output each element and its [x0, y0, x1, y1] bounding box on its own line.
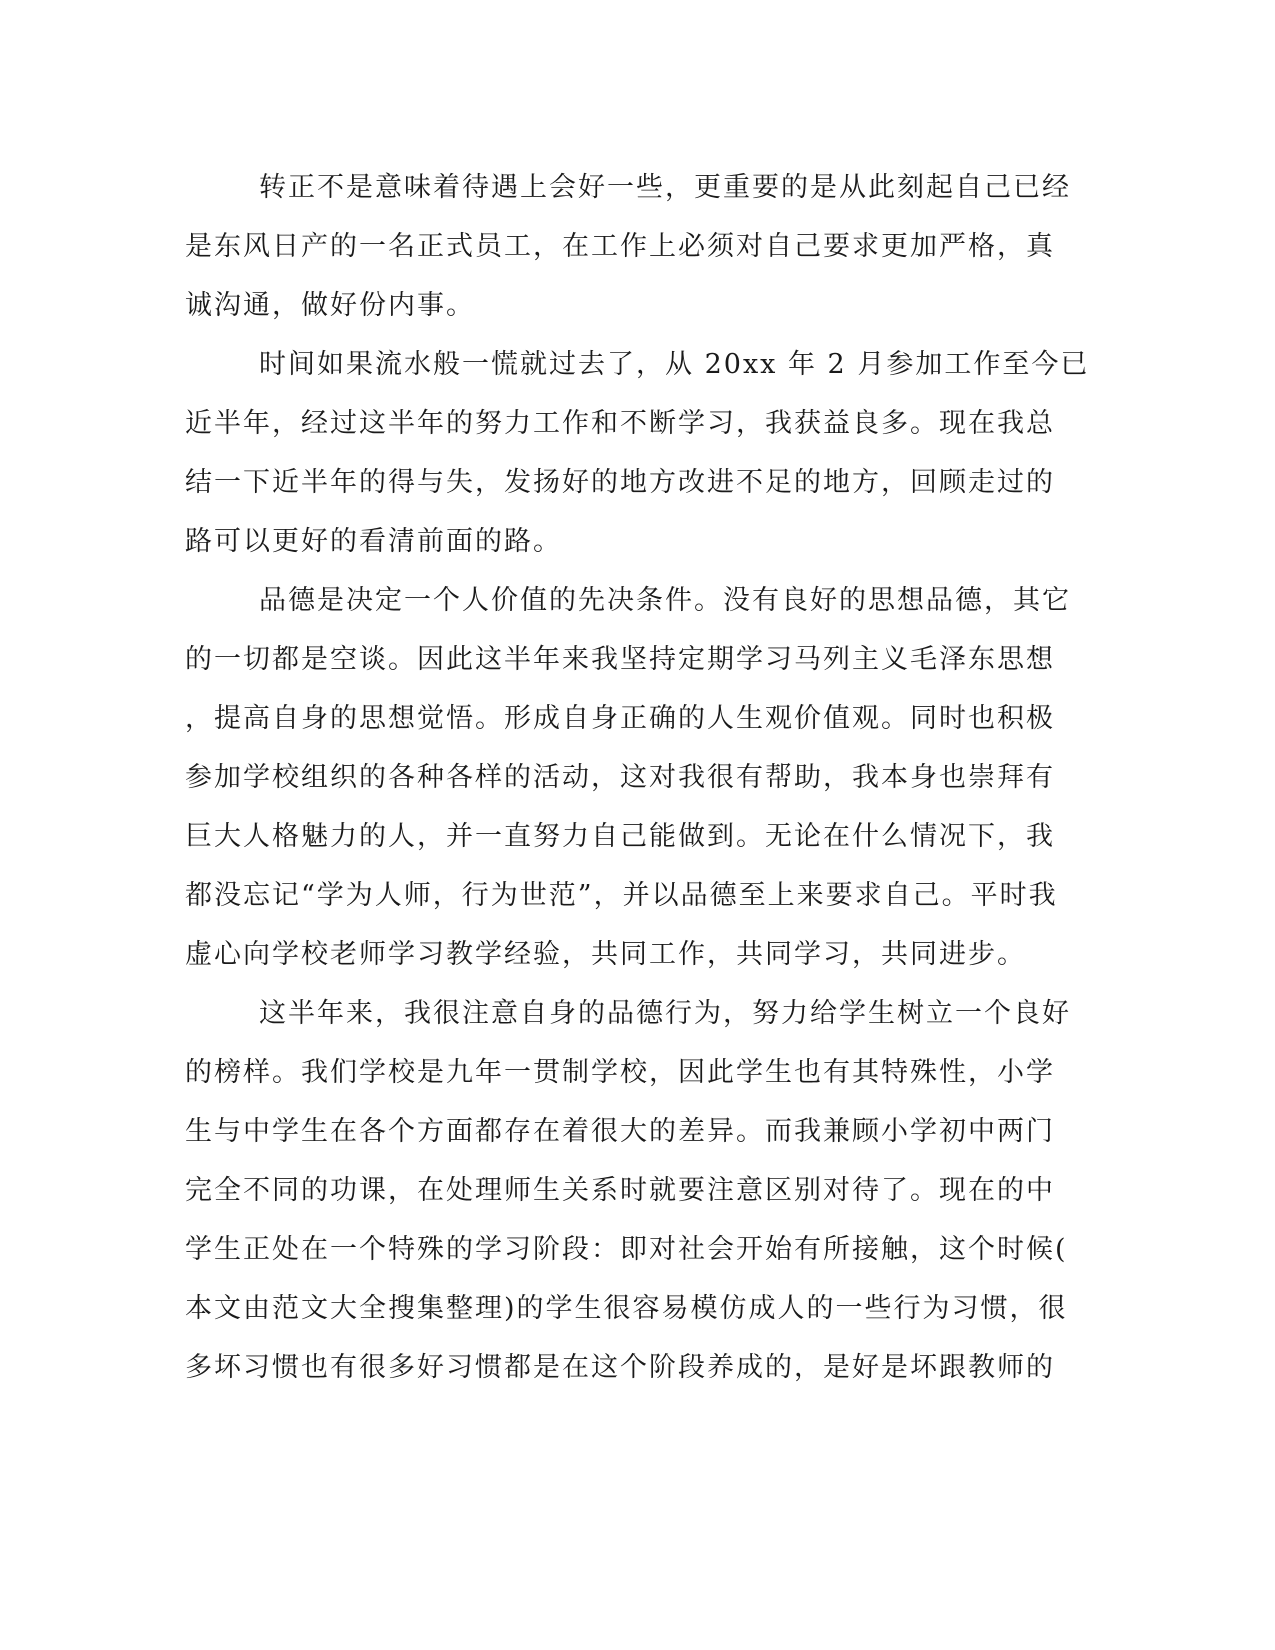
paragraph-4-line-5: 学生正处在一个特殊的学习阶段：即对社会开始有所接触，这个时候( [185, 1234, 1068, 1265]
paragraph-3-line-2: 的一切都是空谈。因此这半年来我坚持定期学习马列主义毛泽东思想 [185, 644, 1055, 675]
body-text [185, 158, 1090, 1397]
paragraph-4-line-7: 多坏习惯也有很多好习惯都是在这个阶段养成的，是好是坏跟教师的 [185, 1352, 1055, 1383]
paragraph-4-line-4: 完全不同的功课，在处理师生关系时就要注意区别对待了。现在的中 [185, 1175, 1055, 1206]
paragraph-3-line-6: 都没忘记“学为人师，行为世范”，并以品德至上来要求自己。平时我 [185, 880, 1058, 911]
paragraph-2-line-3: 结一下近半年的得与失，发扬好的地方改进不足的地方，回顾走过的 [185, 467, 1055, 498]
paragraph-2-line-2: 近半年，经过这半年的努力工作和不断学习，我获益良多。现在我总 [185, 408, 1055, 439]
paragraph-4-line-2: 的榜样。我们学校是九年一贯制学校，因此学生也有其特殊性，小学 [185, 1057, 1055, 1088]
paragraph-4-line-6: 本文由范文大全搜集整理)的学生很容易模仿成人的一些行为习惯，很 [185, 1293, 1068, 1324]
paragraph-1-line-2: 是东风日产的一名正式员工，在工作上必须对自己要求更加严格，真 [185, 231, 1055, 262]
paragraph-3-line-3: ，提高自身的思想觉悟。形成自身正确的人生观价值观。同时也积极 [185, 703, 1055, 734]
paragraph-3-line-7: 虚心向学校老师学习教学经验，共同工作，共同学习，共同进步。 [185, 939, 1026, 970]
paragraph-2-line-4: 路可以更好的看清前面的路。 [185, 526, 562, 557]
paragraph-3-line-5: 巨大人格魅力的人，并一直努力自己能做到。无论在什么情况下，我 [185, 821, 1055, 852]
paragraph-4-line-3: 生与中学生在各个方面都存在着很大的差异。而我兼顾小学初中两门 [185, 1116, 1055, 1147]
paragraph-1-line-1: 转正不是意味着待遇上会好一些，更重要的是从此刻起自己已经 [259, 172, 1071, 203]
paragraph-1-line-3: 诚沟通，做好份内事。 [185, 290, 475, 321]
paragraph-3-line-1: 品德是决定一个人价值的先决条件。没有良好的思想品德，其它 [259, 585, 1071, 616]
paragraph-3-line-4: 参加学校组织的各种各样的活动，这对我很有帮助，我本身也崇拜有 [185, 762, 1055, 793]
paragraph-2-line-1: 时间如果流水般一慌就过去了，从 20xx 年 2 月参加工作至今已 [259, 349, 1090, 380]
paragraph-4-line-1: 这半年来，我很注意自身的品德行为，努力给学生树立一个良好 [259, 998, 1071, 1029]
